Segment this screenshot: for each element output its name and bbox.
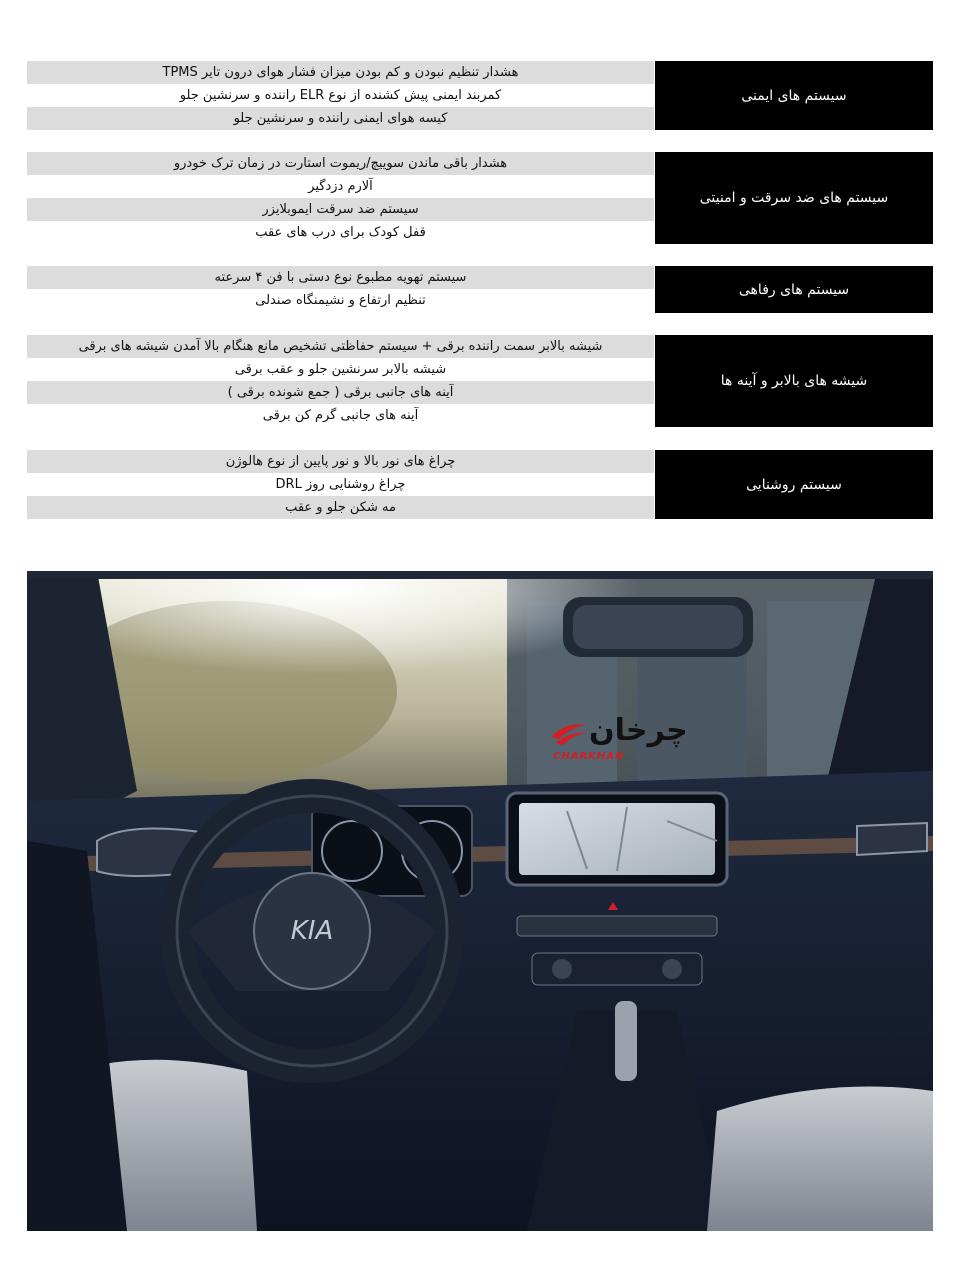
- roof-edge: [27, 571, 933, 579]
- interior-photo: [27, 571, 933, 1231]
- spec-item: قفل کودک برای درب های عقب: [255, 225, 426, 240]
- watermark-logo: [549, 713, 729, 767]
- spec-section-safety: [27, 61, 933, 130]
- section-label: سیستم های ایمنی: [655, 61, 933, 130]
- spec-section-windows-mirrors: [27, 335, 933, 427]
- spec-item: کیسه هوای ایمنی راننده و سرنشین جلو: [27, 107, 654, 130]
- section-label: سیستم های رفاهی: [655, 266, 933, 313]
- climate-knob: [662, 959, 682, 979]
- spec-items-list: [27, 335, 654, 427]
- center-vents: [517, 916, 717, 936]
- spec-item: چراغ روشنایی روز DRL: [275, 477, 406, 492]
- spec-item: آینه های جانبی گرم کن برقی: [262, 408, 419, 423]
- section-label: سیستم روشنایی: [655, 450, 933, 519]
- spec-item: سیستم ضد سرقت ایموبلایزر: [27, 198, 654, 221]
- spec-items-list: [27, 152, 654, 244]
- sunlight: [27, 571, 933, 811]
- spec-item: مه شکن جلو و عقب: [27, 496, 654, 519]
- spec-item: تنظیم ارتفاع و نشیمنگاه صندلی: [255, 293, 426, 308]
- spec-item: شیشه بالابر سرنشین جلو و عقب برقی: [234, 362, 447, 377]
- spec-item: سیستم تهویه مطبوع نوع دستی با فن ۴ سرعته: [27, 266, 654, 289]
- section-label: سیستم های ضد سرقت و امنیتی: [655, 152, 933, 244]
- swoosh-icon: [549, 719, 589, 749]
- spec-item: شیشه بالابر سمت راننده برقی + سیستم حفاظتی تشخیص مانع هنگام بالا آمدن شیشه های برقی: [27, 335, 654, 358]
- spec-section-anti-theft: [27, 152, 933, 244]
- spec-section-comfort: [27, 266, 933, 313]
- climate-knob: [552, 959, 572, 979]
- spec-items-list: [27, 266, 654, 312]
- spec-item: هشدار تنظیم نبودن و کم بودن میزان فشار هوای درون تایر TPMS: [27, 61, 654, 84]
- spec-item: کمربند ایمنی پیش کشنده از نوع ELR راننده و سرنشین جلو: [179, 88, 502, 103]
- interior-illustration: [27, 571, 933, 1231]
- infotainment-screen: [519, 803, 715, 875]
- spec-item: هشدار باقی ماندن سوییچ/ریموت استارت در زمان ترک خودرو: [27, 152, 654, 175]
- right-air-vent: [857, 823, 927, 855]
- spec-item: آلارم دزدگیر: [308, 179, 373, 194]
- passenger-seat: [707, 1087, 933, 1232]
- mirror-glass: [573, 605, 743, 649]
- gear-shifter: [615, 1001, 637, 1081]
- spec-items-list: [27, 61, 654, 130]
- section-label: شیشه های بالابر و آینه ها: [655, 335, 933, 427]
- spec-item: آینه های جانبی برقی ( جمع شونده برقی ): [27, 381, 654, 404]
- steering-logo: KIA: [290, 916, 334, 946]
- watermark-latin: CHARKHAN: [553, 751, 625, 762]
- spec-items-list: [27, 450, 654, 519]
- spec-section-lighting: [27, 450, 933, 519]
- spec-item: چراغ های نور بالا و نور پایین از نوع هالوژن: [27, 450, 654, 473]
- watermark-text: چرخان: [589, 713, 688, 748]
